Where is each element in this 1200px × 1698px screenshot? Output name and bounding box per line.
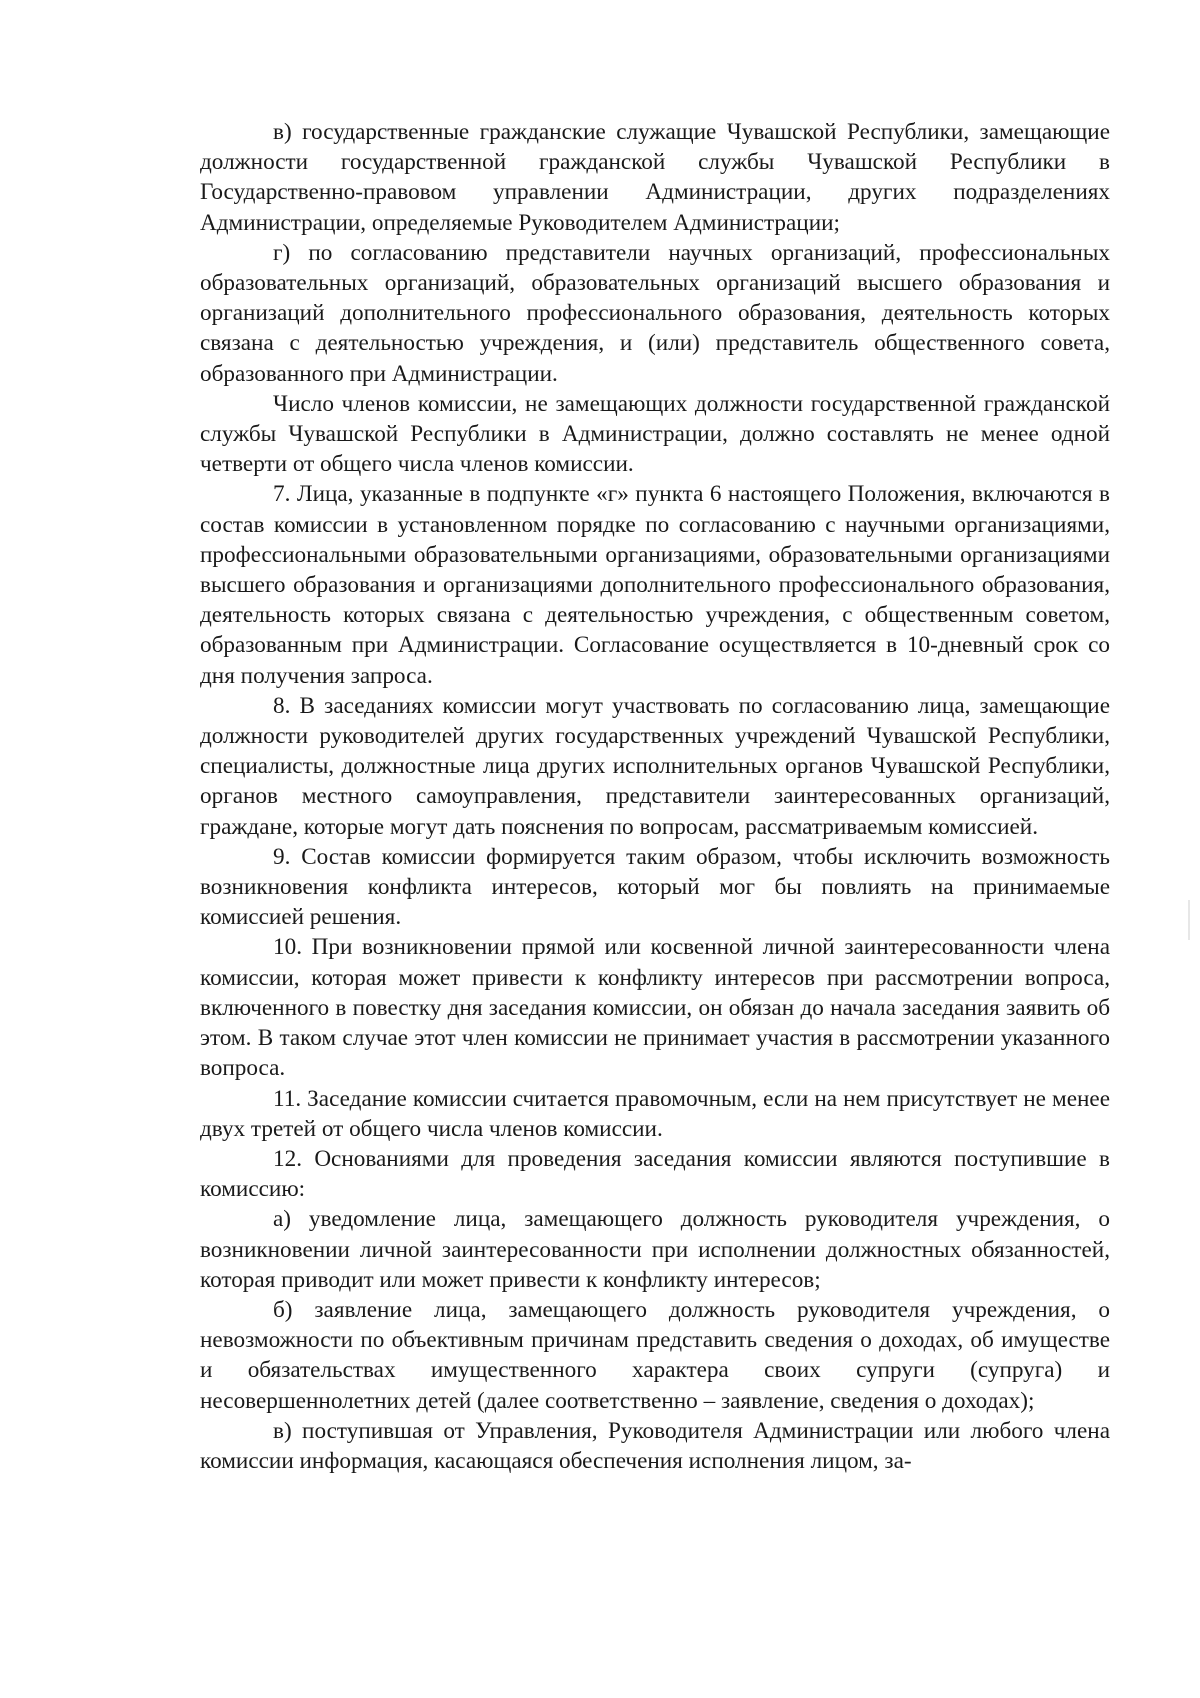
paragraph-12: 12. Основаниями для проведения заседания комиссии являются поступившие в комиссию: (200, 1145, 1110, 1203)
paragraph-12-a: а) уведомление лица, замещающего должность руководителя учреждения, о возникновении личной заинтересованности при исполнении должностных обязанностей, которая приводит или может привести к конфликту интересов; (200, 1206, 1110, 1293)
paragraph-7: 7. Лица, указанные в подпункте «г» пункта 6 настоящего Положения, включаются в состав комиссии в установленном порядке по согласованию с научными организациями, профессиональными образовательными организациями, образовательными организациями высшего образования и организациями дополнительного профессионального образования, деятельность которых связана с деятельностью учреждения, с общественным советом, образованным при Администрации. Согласование осуществляется в 10-дневный срок со дня получения запроса. (200, 481, 1110, 689)
paragraph-12-b: б) заявление лица, замещающего должность руководителя учреждения, о невозможности по объективным причинам представить сведения о доходах, об имуществе и обязательствах имущественного характера своих супруги (супруга) и несовершеннолетних детей (далее соответственно – заявление, сведения о доходах); (200, 1296, 1110, 1414)
paragraph-g-representatives: г) по согласованию представители научных организаций, профессиональных образовательных организаций, образовательных организаций высшего образования и организаций дополнительного профессионального образования, деятельность которых связана с деятельностью учреждения, и (или) представитель общественного совета, образованного при Администрации. (200, 239, 1110, 387)
scan-artifact (1188, 900, 1190, 940)
paragraph-v-civil-servants: в) государственные гражданские служащие Чувашской Республики, замещающие должности государственной гражданской службы Чувашской Республики в Государственно-правовом управлении Администрации, других подразделениях Администрации, определяемые Руководителем Администрации; (200, 119, 1110, 236)
paragraph-8: 8. В заседаниях комиссии могут участвовать по согласованию лица, замещающие должности руководителей других государственных учреждений Чувашской Республики, специалисты, должностные лица других исполнительных органов Чувашской Республики, органов местного самоуправления, представители заинтересованных организаций, граждане, которые могут дать пояснения по вопросам, рассматриваемым комиссией. (200, 692, 1110, 840)
document-body (200, 117, 1110, 1476)
paragraph-12-v: в) поступившая от Управления, Руководителя Администрации или любого члена комиссии информация, касающаяся обеспечения исполнения лицом, за- (200, 1417, 1110, 1474)
paragraph-10: 10. При возникновении прямой или косвенной личной заинтересованности члена комиссии, которая может привести к конфликту интересов при рассмотрении вопроса, включенного в повестку дня заседания комиссии, он обязан до начала заседания заявить об этом. В таком случае этот член комиссии не принимает участия в рассмотрении указанного вопроса. (200, 934, 1110, 1082)
paragraph-9: 9. Состав комиссии формируется таким образом, чтобы исключить возможность возникновения конфликта интересов, который мог бы повлиять на принимаемые комиссией решения. (200, 843, 1110, 931)
paragraph-member-count: Число членов комиссии, не замещающих должности государственной гражданской службы Чувашской Республики в Администрации, должно составлять не менее одной четверти от общего числа членов комиссии. (200, 390, 1110, 478)
paragraph-11: 11. Заседание комиссии считается правомочным, если на нем присутствует не менее двух третей от общего числа членов комиссии. (200, 1085, 1110, 1142)
